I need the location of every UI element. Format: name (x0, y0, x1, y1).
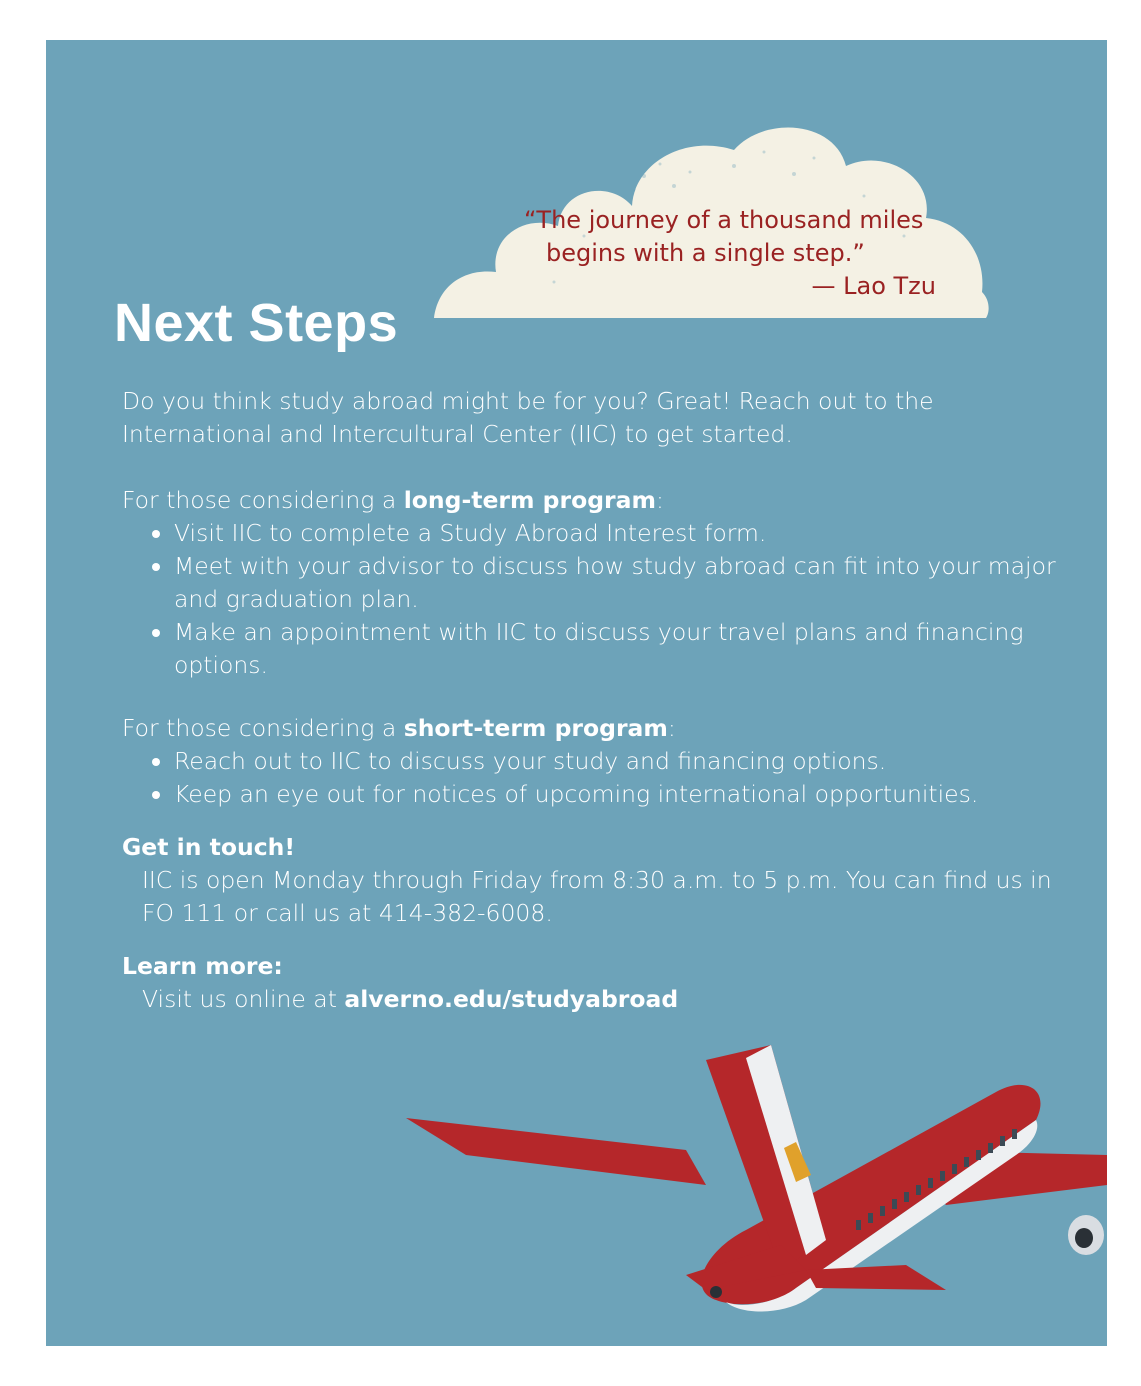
list-item: Reach out to IIC to discuss your study and financing options. (152, 745, 1062, 778)
long-term-list (122, 517, 1062, 682)
long-term-lead-suffix: : (655, 486, 664, 514)
short-term-section (122, 712, 1062, 811)
quote-cloud (434, 86, 994, 328)
airplane-illustration (386, 970, 1107, 1346)
list-item: Meet with your advisor to discuss how study abroad can fit into your major and graduation plan. (152, 550, 1062, 616)
list-item: Make an appointment with IIC to discuss your travel plans and financing options. (152, 616, 1062, 682)
contact-text: IIC is open Monday through Friday from 8:30 a.m. to 5 p.m. You can find us in FO 111 or call us at 414-382-6008. (142, 866, 1052, 927)
list-item: Visit IIC to complete a Study Abroad Interest form. (152, 517, 1062, 550)
quote-author: — Lao Tzu (811, 272, 936, 300)
long-term-lead-prefix: For those considering a (122, 486, 404, 514)
flyer-panel (46, 40, 1107, 1346)
short-term-list (122, 745, 1062, 811)
main-content (122, 385, 1062, 1016)
short-term-lead-prefix: For those considering a (122, 714, 404, 742)
long-term-section (122, 484, 1062, 682)
learn-more-heading: Learn more: (122, 952, 283, 980)
study-abroad-link[interactable]: alverno.edu/studyabroad (344, 985, 679, 1013)
short-term-lead-bold: short-term program (403, 714, 668, 742)
list-item: Keep an eye out for notices of upcoming international opportunities. (152, 778, 1062, 811)
short-term-lead (122, 712, 1062, 745)
learn-more-prefix: Visit us online at (142, 985, 345, 1013)
long-term-lead (122, 484, 1062, 517)
page-title: Next Steps (114, 293, 399, 353)
intro-paragraph: Do you think study abroad might be for you? Great! Reach out to the International and Intercultural Center (IIC) to get started. (122, 387, 934, 448)
quote (524, 204, 944, 303)
quote-line-1: “The journey of a thousand miles (524, 206, 924, 234)
quote-line-2: begins with a single step.” (546, 239, 865, 267)
short-term-lead-suffix: : (667, 714, 676, 742)
long-term-lead-bold: long-term program (403, 486, 656, 514)
contact-heading: Get in touch! (122, 833, 296, 861)
contact-section (122, 831, 1062, 930)
